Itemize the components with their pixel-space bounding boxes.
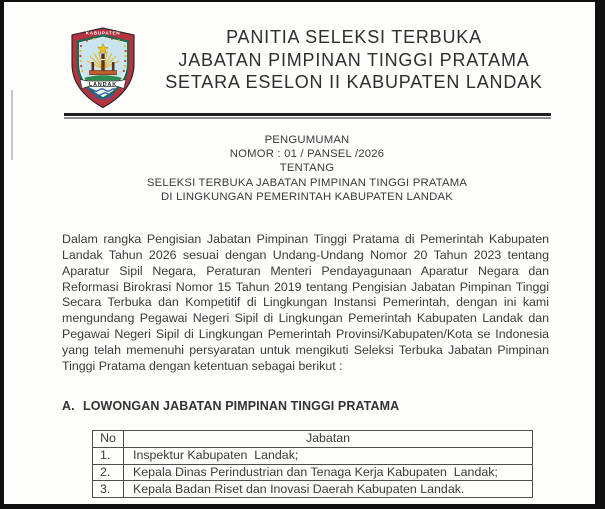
- table-header-no: No: [93, 431, 124, 448]
- header-divider-thin-line: [64, 117, 551, 118]
- table-cell-no: 1.: [93, 447, 124, 464]
- section-a-title: LOWONGAN JABATAN PIMPINAN TINGGI PRATAMA: [83, 399, 400, 413]
- logo-banner-text: LANDAK: [88, 81, 118, 88]
- table-header-jabatan: Jabatan: [124, 431, 533, 448]
- committee-title-line-2: JABATAN PIMPINAN TINGGI PRATAMA: [178, 49, 530, 70]
- announcement-subject-line-2: DI LINGKUNGAN PEMERINTAH KABUPATEN LANDAK: [161, 190, 453, 203]
- table-row: [93, 447, 533, 464]
- announcement-title: PENGUMUMAN: [264, 134, 350, 146]
- section-a-label: A.: [62, 399, 75, 413]
- committee-title-line-1: PANITIA SELEKSI TERBUKA: [226, 27, 482, 47]
- header-divider: [64, 113, 551, 119]
- document-page: [4, 2, 595, 504]
- announcement-subject-line-1: SELEKSI TERBUKA JABATAN PIMPINAN TINGGI PRATAMA: [146, 176, 468, 189]
- positions-table: [92, 430, 533, 498]
- table-cell-no: 3.: [93, 481, 124, 498]
- announcement-number: NOMOR : 01 / PANSEL /2026: [229, 148, 385, 161]
- scan-edge-artifact: [11, 90, 13, 160]
- table-cell-jabatan: Kepala Badan Riset dan Inovasi Daerah Kabupaten Landak.: [124, 481, 533, 498]
- committee-title: [144, 26, 564, 94]
- landak-banner: [80, 80, 126, 89]
- table-header-row: [93, 431, 533, 448]
- announcement-about: TENTANG: [279, 162, 335, 175]
- table-cell-jabatan: Kepala Dinas Perindustrian dan Tenaga Kerja Kabupaten Landak;: [124, 464, 533, 481]
- table-row: [93, 464, 533, 481]
- opening-paragraph: Dalam rangka Pengisian Jabatan Pimpinan Tinggi Pratama di Pemerintah Kabupaten Landak Tahun 2026 sesuai dengan Undang-Undang Nomor 20 Tahun 2023 tentang Aparatur Sipil Negara, Peraturan Menteri Pendayagunaan Aparatur Negara dan Reformasi Birokrasi Nomor 15 Tahun 2019 tentang Pengisian Jabatan Pimpinan Tinggi Secara Terbuka dan Kompetitif di Lingkungan Instansi Pemerintah, dengan ini kami mengundang Pegawai Negeri Sipil di Lingkungan Pemerintah Kabupaten Landak dan Pegawai Negeri Sipil di Lingkungan Pemerintah Provinsi/Kabupaten/Kota se Indonesia yang telah memenuhi persyaratan untuk mengikuti Seleksi Terbuka Jabatan Pimpinan Tinggi Pratama dengan ketentuan sebagai berikut :: [62, 232, 549, 373]
- landak-coat-of-arms-icon: [64, 26, 142, 110]
- table-cell-no: 2.: [93, 464, 124, 481]
- committee-title-line-3: SETARA ESELON II KABUPATEN LANDAK: [165, 72, 543, 92]
- header-divider-thick-line: [64, 113, 551, 116]
- section-a-heading: [62, 399, 549, 413]
- announcement-head: [62, 133, 552, 204]
- table-row: [93, 481, 533, 498]
- logo-top-text: KABUPATEN: [85, 30, 121, 36]
- table-cell-jabatan: Inspektur Kabupaten Landak;: [124, 447, 533, 464]
